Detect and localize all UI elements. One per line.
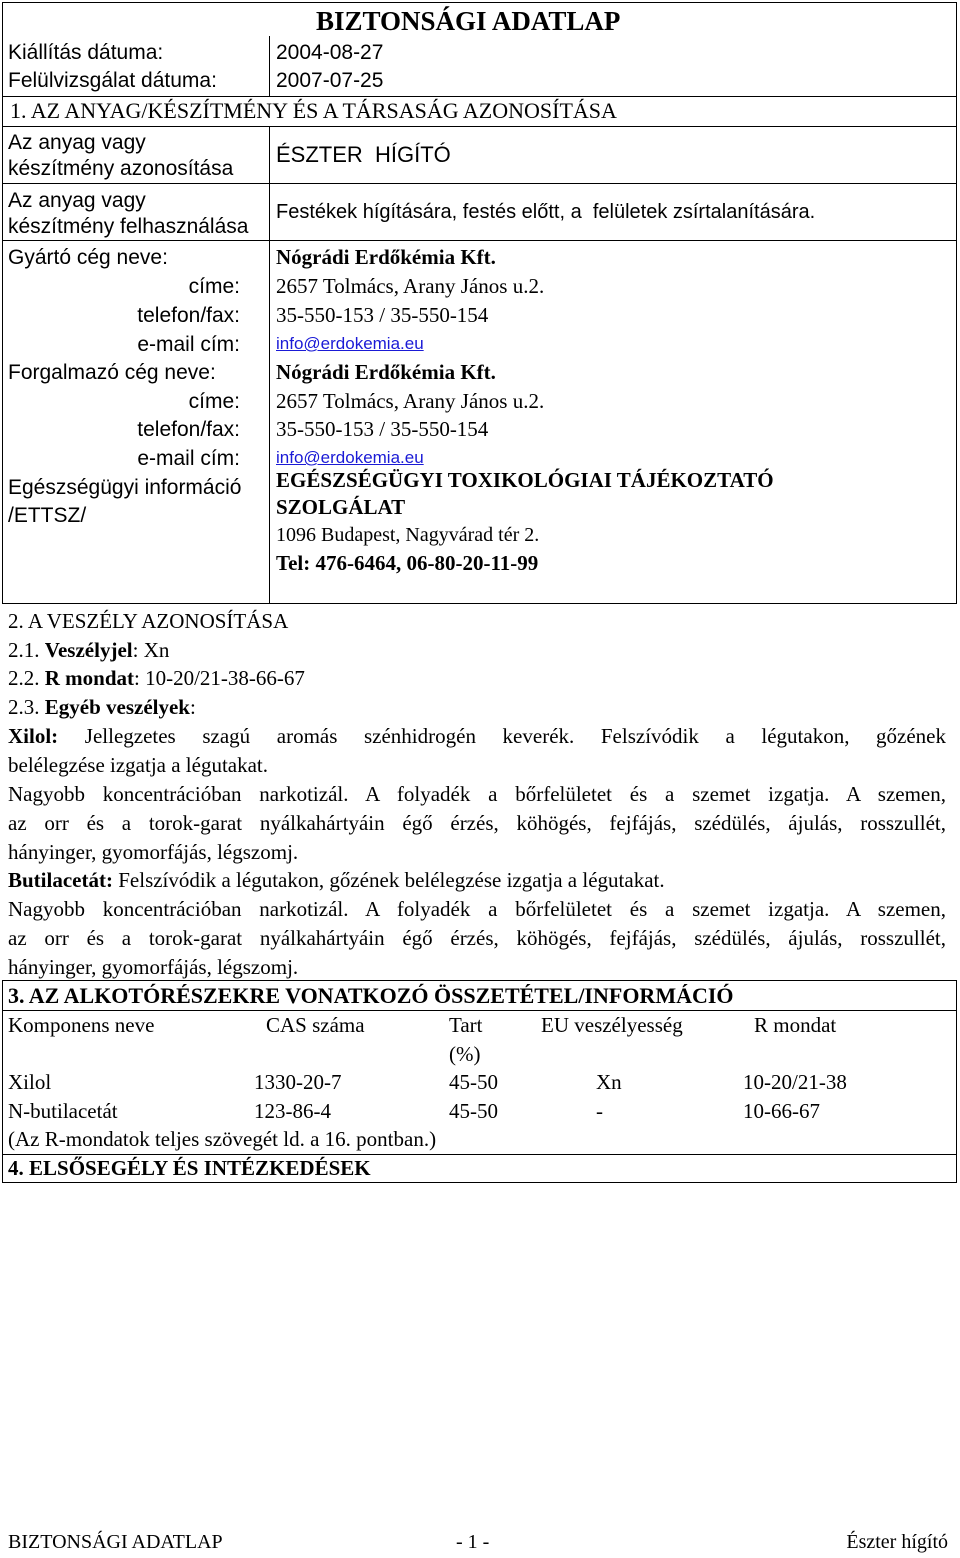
distributor-phone: 35-550-153 / 35-550-154 xyxy=(276,417,489,441)
xilol-paragraph-line2: belélegzése izgatja a légutakat. xyxy=(8,753,269,777)
s22-label: R mondat xyxy=(44,666,135,690)
review-date-label: Felülvizsgálat dátuma: xyxy=(8,69,217,92)
hazard-symbol-line xyxy=(8,640,169,661)
health-service-address: 1096 Budapest, Nagyvárad tér 2. xyxy=(276,524,540,546)
r-phrase-note: (Az R-mondatok teljes szövegét ld. a 16. pontban.) xyxy=(8,1127,437,1151)
cell-content: 45-50 xyxy=(449,1070,498,1094)
col-eu-hazard: EU veszélyesség xyxy=(541,1013,683,1037)
manufacturer-name: Nógrádi Erdőkémia Kft. xyxy=(276,245,496,269)
butyl-paragraph-line1 xyxy=(8,870,665,891)
footer-right: Észter hígító xyxy=(846,1531,948,1553)
butyl-paragraph-line4: hányinger, gyomorfájás, légszomj. xyxy=(8,955,299,979)
distributor-email-label: e-mail cím: xyxy=(137,447,240,470)
s23-label: Egyéb veszélyek xyxy=(44,695,190,719)
manufacturer-phone: 35-550-153 / 35-550-154 xyxy=(276,303,489,327)
col-content: Tart xyxy=(449,1013,483,1037)
review-date-value: 2007-07-25 xyxy=(276,69,384,92)
cell-cas: 1330-20-7 xyxy=(254,1070,342,1094)
product-name: ÉSZTER HÍGÍTÓ xyxy=(276,142,451,167)
xilol-label: Xilol: xyxy=(8,724,59,748)
health-service-name-line2: SZOLGÁLAT xyxy=(276,495,406,519)
distributor-address-label: címe: xyxy=(188,390,240,413)
col-component-name: Komponens neve xyxy=(8,1013,155,1037)
r-phrase-line xyxy=(8,668,305,689)
section2-heading: 2. A VESZÉLY AZONOSÍTÁSA xyxy=(8,609,289,633)
document-title: BIZTONSÁGI ADATLAP xyxy=(316,6,621,36)
s23-value: : xyxy=(189,695,196,719)
manufacturer-email-link[interactable]: info@erdokemia.eu xyxy=(276,334,424,353)
health-info-label-line1: Egészségügyi információ xyxy=(8,476,242,499)
manufacturer-address: 2657 Tolmács, Arany János u.2. xyxy=(276,274,545,298)
cell-eu-hazard: Xn xyxy=(596,1070,622,1094)
other-hazards-line xyxy=(8,697,196,718)
section4-heading: 4. ELSŐSEGÉLY ÉS INTÉZKEDÉSEK xyxy=(8,1156,371,1180)
butyl-label: Butilacetát: xyxy=(8,868,113,892)
col-content-unit: (%) xyxy=(449,1042,481,1066)
manufacturer-address-label: címe: xyxy=(188,275,240,298)
product-use: Festékek hígítására, festés előtt, a felületek zsírtalanítására. xyxy=(276,201,816,223)
butyl-text-1: Felszívódik a légutakon, gőzének belélegzése izgatja a légutakat. xyxy=(112,868,665,892)
distributor-email-link[interactable]: info@erdokemia.eu xyxy=(276,448,424,467)
xilol-paragraph-line5: hányinger, gyomorfájás, légszomj. xyxy=(8,840,299,864)
cell-r-phrase: 10-20/21-38 xyxy=(743,1070,847,1094)
distributor-name: Nógrádi Erdőkémia Kft. xyxy=(276,360,496,384)
s21-value: : Xn xyxy=(132,638,170,662)
cell-eu-hazard: - xyxy=(596,1099,603,1123)
id-label-line1: Az anyag vagy xyxy=(8,131,146,154)
col-cas-number: CAS száma xyxy=(266,1013,365,1037)
xilol-text-1: Jellegzetes szagú aromás szénhidrogén keverék. Felszívódik a légutakon, gőzének xyxy=(84,724,947,748)
distributor-label: Forgalmazó cég neve: xyxy=(8,361,216,384)
cell-r-phrase: 10-66-67 xyxy=(743,1099,820,1123)
cell-content: 45-50 xyxy=(449,1099,498,1123)
s22-number: 2.2. xyxy=(8,666,45,690)
s23-number: 2.3. xyxy=(8,695,45,719)
page-number: - 1 - xyxy=(456,1531,490,1553)
health-service-tel: Tel: 476-6464, 06-80-20-11-99 xyxy=(276,551,539,575)
xilol-paragraph-line3: Nagyobb koncentrációban narkotizál. A folyadék a bőrfelületet és a szemet izgatja. A szemen, xyxy=(8,782,946,806)
section3-heading: 3. AZ ALKOTÓRÉSZEKRE VONATKOZÓ ÖSSZETÉTEL/INFORMÁCIÓ xyxy=(8,983,734,1008)
manufacturer-label: Gyártó cég neve: xyxy=(8,246,168,269)
cell-cas: 123-86-4 xyxy=(254,1099,331,1123)
cell-component: Xilol xyxy=(8,1070,52,1094)
butyl-paragraph-line3: az orr és a torok-garat nyálkahártyáin égő érzés, köhögés, fejfájás, szédülés, ájulás, rosszullét, xyxy=(8,926,946,950)
id-label-line2: készítmény azonosítása xyxy=(8,157,234,180)
manufacturer-email-label: e-mail cím: xyxy=(137,333,240,356)
cell-component: N-butilacetát xyxy=(8,1099,118,1123)
xilol-paragraph-line1 xyxy=(8,726,946,747)
section1-heading: 1. AZ ANYAG/KÉSZÍTMÉNY ÉS A TÁRSASÁG AZONOSÍTÁSA xyxy=(10,98,617,123)
butyl-paragraph-line2: Nagyobb koncentrációban narkotizál. A folyadék a bőrfelületet és a szemet izgatja. A szemen, xyxy=(8,897,946,921)
manufacturer-phone-label: telefon/fax: xyxy=(137,304,240,327)
use-label-line1: Az anyag vagy xyxy=(8,189,146,212)
s21-label: Veszélyjel xyxy=(44,638,133,662)
health-service-name-line1: EGÉSZSÉGÜGYI TOXIKOLÓGIAI TÁJÉKOZTATÓ xyxy=(276,468,774,492)
distributor-address: 2657 Tolmács, Arany János u.2. xyxy=(276,389,545,413)
use-label-line2: készítmény felhasználása xyxy=(8,215,249,238)
distributor-phone-label: telefon/fax: xyxy=(137,418,240,441)
s21-number: 2.1. xyxy=(8,638,45,662)
footer-left: BIZTONSÁGI ADATLAP xyxy=(8,1531,223,1553)
issue-date-value: 2004-08-27 xyxy=(276,41,384,64)
col-r-phrase: R mondat xyxy=(754,1013,837,1037)
s22-value: : 10-20/21-38-66-67 xyxy=(134,666,305,690)
health-info-label-line2: /ETTSZ/ xyxy=(8,504,87,527)
issue-date-label: Kiállítás dátuma: xyxy=(8,41,164,64)
xilol-paragraph-line4: az orr és a torok-garat nyálkahártyáin égő érzés, köhögés, fejfájás, szédülés, ájulás, rosszullét, xyxy=(8,811,946,835)
